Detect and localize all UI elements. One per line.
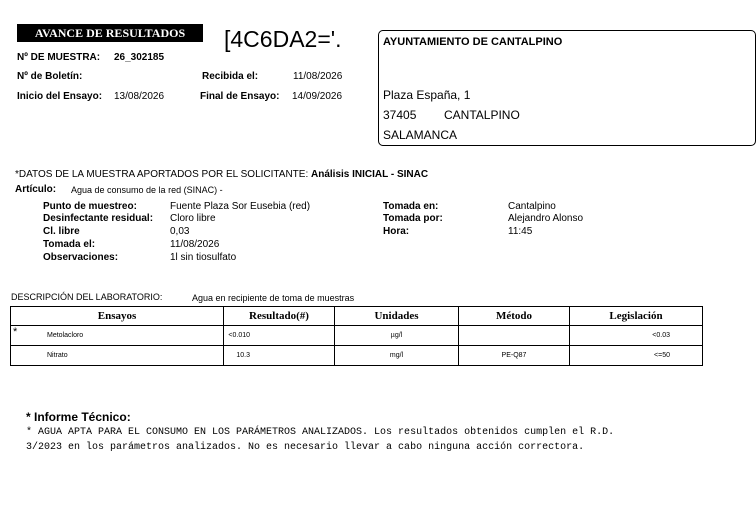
received-value: 11/08/2026 (293, 71, 343, 82)
legislacion-cell: <0.03 (570, 326, 703, 346)
lab-description-label: DESCRIPCIÓN DEL LABORATORIO: (11, 292, 163, 302)
resultado-cell: <0.010 (224, 326, 335, 346)
results-header-row (11, 307, 703, 326)
metodo-cell: PE-Q87 (459, 346, 570, 366)
ensayo-name: Metolacloro (47, 332, 84, 339)
address-city: CANTALPINO (444, 108, 520, 122)
unidades-cell: µg/l (335, 326, 459, 346)
table-row (11, 346, 703, 366)
article-label: Artículo: (15, 184, 57, 195)
address-postal-code: 37405 (383, 108, 417, 122)
sample-heading-value: Análisis INICIAL - SINAC (311, 169, 429, 180)
accreditation-mark: * (13, 326, 18, 338)
start-date-value: 13/08/2026 (114, 91, 165, 102)
disinfectant-value: Cloro libre (170, 213, 216, 224)
sampling-point-value: Fuente Plaza Sor Eusebia (red) (170, 201, 311, 212)
time-label: Hora: (383, 226, 410, 237)
observations-label: Observaciones: (43, 252, 119, 263)
report-line-2: 3/2023 en los parámetros analizados. No es necesario llevar a cabo ninguna acción correctora. (26, 442, 585, 453)
taken-in-value: Cantalpino (508, 201, 556, 212)
lab-description-value: Agua en recipiente de toma de muestras (192, 293, 355, 303)
address-name: AYUNTAMIENTO DE CANTALPINO (383, 36, 563, 48)
sample-number-value: 26_302185 (114, 52, 165, 63)
barcode-text: [4C6DA2='. (224, 26, 342, 52)
col-unidades: Unidades (335, 307, 459, 326)
article-value: Agua de consumo de la red (SINAC) - (71, 185, 223, 195)
sampling-point-label: Punto de muestreo: (43, 201, 137, 212)
unidades-cell: mg/l (335, 346, 459, 366)
ensayo-cell (11, 326, 224, 346)
disinfectant-label: Desinfectante residual: (43, 213, 154, 224)
bulletin-label: Nº de Boletín: (17, 71, 83, 82)
col-ensayos: Ensayos (11, 307, 224, 326)
end-date-value: 14/09/2026 (292, 91, 343, 102)
end-date-label: Final de Ensayo: (200, 91, 280, 102)
observations-value: 1l sin tiosulfato (170, 252, 237, 263)
time-value: 11:45 (508, 226, 533, 237)
sample-heading (15, 169, 428, 180)
report-line-1: * AGUA APTA PARA EL CONSUMO EN LOS PARÁMETROS ANALIZADOS. Los resultados obtenidos cumplen el R.D. (26, 427, 615, 438)
taken-date-value: 11/08/2026 (170, 239, 220, 250)
resultado-cell: 10.3 (224, 346, 335, 366)
taken-date-label: Tomada el: (43, 239, 96, 250)
metodo-cell (459, 326, 570, 346)
taken-by-label: Tomada por: (383, 213, 443, 224)
free-chlorine-value: 0,03 (170, 226, 190, 237)
address-street: Plaza España, 1 (383, 88, 471, 102)
sample-heading-prefix: *DATOS DE LA MUESTRA APORTADOS POR EL SOLICITANTE: (15, 169, 309, 180)
col-legislacion: Legislación (570, 307, 703, 326)
ensayo-name: Nitrato (47, 352, 68, 359)
received-label: Recibida el: (202, 71, 259, 82)
ensayo-cell (11, 346, 224, 366)
taken-by-value: Alejandro Alonso (508, 213, 584, 224)
taken-in-label: Tomada en: (383, 201, 439, 212)
start-date-label: Inicio del Ensayo: (17, 91, 103, 102)
sample-number-label: Nº DE MUESTRA: (17, 52, 101, 63)
legislacion-cell: <=50 (570, 346, 703, 366)
report-heading: * Informe Técnico: (26, 410, 131, 424)
table-row (11, 326, 703, 346)
free-chlorine-label: Cl. libre (43, 226, 80, 237)
address-province: SALAMANCA (383, 128, 458, 142)
results-table (10, 306, 703, 366)
report-title: AVANCE DE RESULTADOS (17, 24, 203, 42)
col-metodo: Método (459, 307, 570, 326)
col-resultado: Resultado(#) (224, 307, 335, 326)
